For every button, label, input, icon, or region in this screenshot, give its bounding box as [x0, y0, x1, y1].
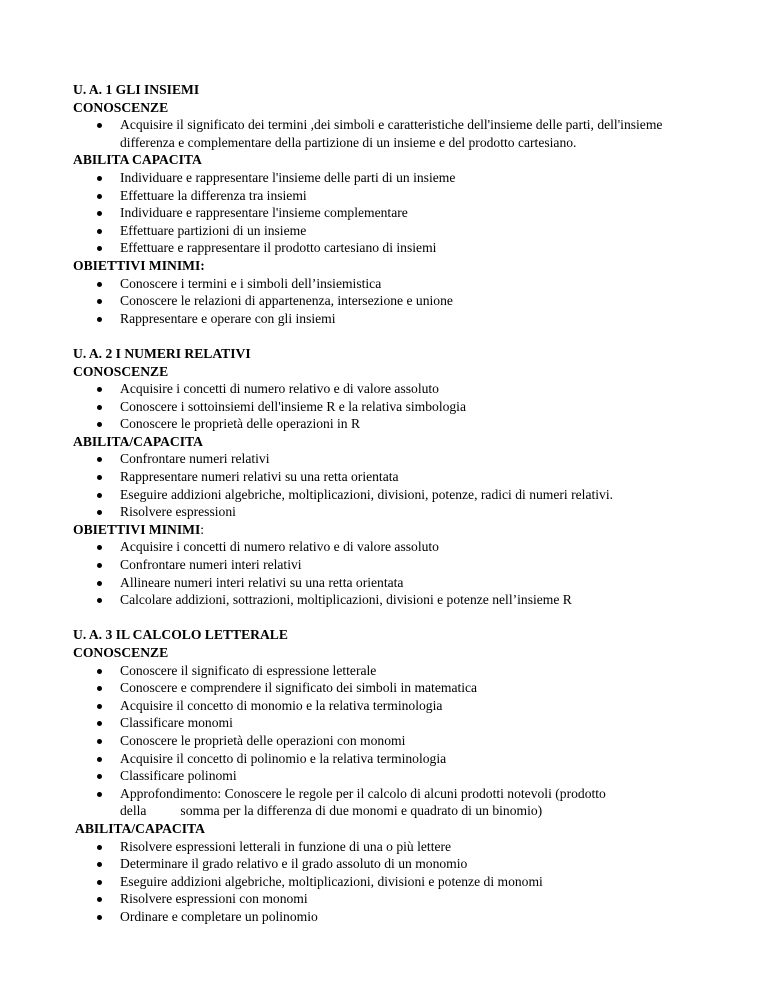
list-item: Effettuare la differenza tra insiemi — [73, 187, 695, 205]
list-item: Conoscere il significato di espressione letterale — [73, 662, 695, 680]
list-item: Acquisire i concetti di numero relativo e di valore assoluto — [73, 538, 695, 556]
section-heading — [73, 521, 695, 539]
list-item: Confrontare numeri interi relativi — [73, 556, 695, 574]
section-heading: ABILITA/CAPACITA — [75, 820, 205, 836]
unit-3 — [73, 626, 695, 925]
section-heading: ABILITA CAPACITA — [73, 152, 202, 168]
unit-2 — [73, 345, 695, 609]
heading-colon: : — [200, 521, 205, 537]
section-heading: ABILITA/CAPACITA — [73, 433, 203, 449]
item-line-start: della — [120, 803, 147, 819]
unit-title: U. A. 3 IL CALCOLO LETTERALE — [73, 627, 288, 643]
list-item: Effettuare partizioni di un insieme — [73, 222, 695, 240]
unit-title: U. A. 2 I NUMERI RELATIVI — [73, 345, 251, 361]
section-heading: CONOSCENZE — [73, 99, 169, 115]
list-item: Conoscere i termini e i simboli dell’insiemistica — [73, 275, 695, 293]
list-item: Individuare e rappresentare l'insieme delle parti di un insieme — [73, 169, 695, 187]
list-item: Confrontare numeri relativi — [73, 450, 695, 468]
list-item: Calcolare addizioni, sottrazioni, moltiplicazioni, divisioni e potenze nell’insieme R — [73, 591, 695, 609]
list-item: Acquisire il concetto di polinomio e la relativa terminologia — [73, 750, 695, 768]
bullet-list — [73, 275, 695, 328]
unit-title: U. A. 1 GLI INSIEMI — [73, 82, 200, 97]
list-item: Conoscere e comprendere il significato dei simboli in matematica — [73, 679, 695, 697]
bullet-list — [73, 538, 695, 608]
unit-1 — [73, 81, 695, 327]
list-item: Determinare il grado relativo e il grado assoluto di un monomio — [73, 855, 695, 873]
bullet-list — [73, 838, 695, 926]
list-item: Risolvere espressioni letterali in funzione di una o più lettere — [73, 838, 695, 856]
section-heading-text: OBIETTIVI MINIMI — [73, 521, 201, 537]
list-item: Risolvere espressioni con monomi — [73, 890, 695, 908]
item-line: Approfondimento: Conoscere le regole per il calcolo di alcuni prodotti notevoli (prodotto — [120, 785, 606, 801]
bullet-list — [73, 662, 695, 820]
list-item: Conoscere le relazioni di appartenenza, intersezione e unione — [73, 292, 695, 310]
list-item: Eseguire addizioni algebriche, moltiplicazioni, divisioni e potenze di monomi — [73, 873, 695, 891]
section-heading: OBIETTIVI MINIMI: — [73, 257, 205, 273]
list-item: Acquisire il significato dei termini ,dei simboli e caratteristiche dell'insieme delle parti, dell'insieme differenza e complementare della partizione di un insieme e del prodotto cartesiano. — [73, 116, 695, 151]
list-item: Risolvere espressioni — [73, 503, 695, 521]
list-item: Allineare numeri interi relativi su una retta orientata — [73, 574, 695, 592]
list-item: Ordinare e completare un polinomio — [73, 908, 695, 926]
list-item: Effettuare e rappresentare il prodotto cartesiano di insiemi — [73, 239, 695, 257]
list-item: Conoscere le proprietà delle operazioni con monomi — [73, 732, 695, 750]
bullet-list — [73, 380, 695, 433]
section-heading: CONOSCENZE — [73, 363, 169, 379]
list-item: Classificare monomi — [73, 714, 695, 732]
list-item: Eseguire addizioni algebriche, moltiplicazioni, divisioni, potenze, radici di numeri relativi. — [73, 486, 695, 504]
bullet-list — [73, 450, 695, 520]
list-item: Conoscere i sottoinsiemi dell'insieme R e la relativa simbologia — [73, 398, 695, 416]
bullet-list — [73, 169, 695, 257]
list-item: Rappresentare numeri relativi su una retta orientata — [73, 468, 695, 486]
list-item: Acquisire i concetti di numero relativo e di valore assoluto — [73, 380, 695, 398]
list-item: Rappresentare e operare con gli insiemi — [73, 310, 695, 328]
list-item: Acquisire il concetto di monomio e la relativa terminologia — [73, 697, 695, 715]
item-line-end: somma per la differenza di due monomi e quadrato di un binomio) — [180, 803, 543, 819]
list-item: Conoscere le proprietà delle operazioni in R — [73, 415, 695, 433]
section-heading: CONOSCENZE — [73, 645, 169, 660]
list-item: Individuare e rappresentare l'insieme complementare — [73, 204, 695, 222]
list-item: Classificare polinomi — [73, 767, 695, 785]
list-item — [73, 785, 695, 820]
bullet-list — [73, 116, 695, 151]
